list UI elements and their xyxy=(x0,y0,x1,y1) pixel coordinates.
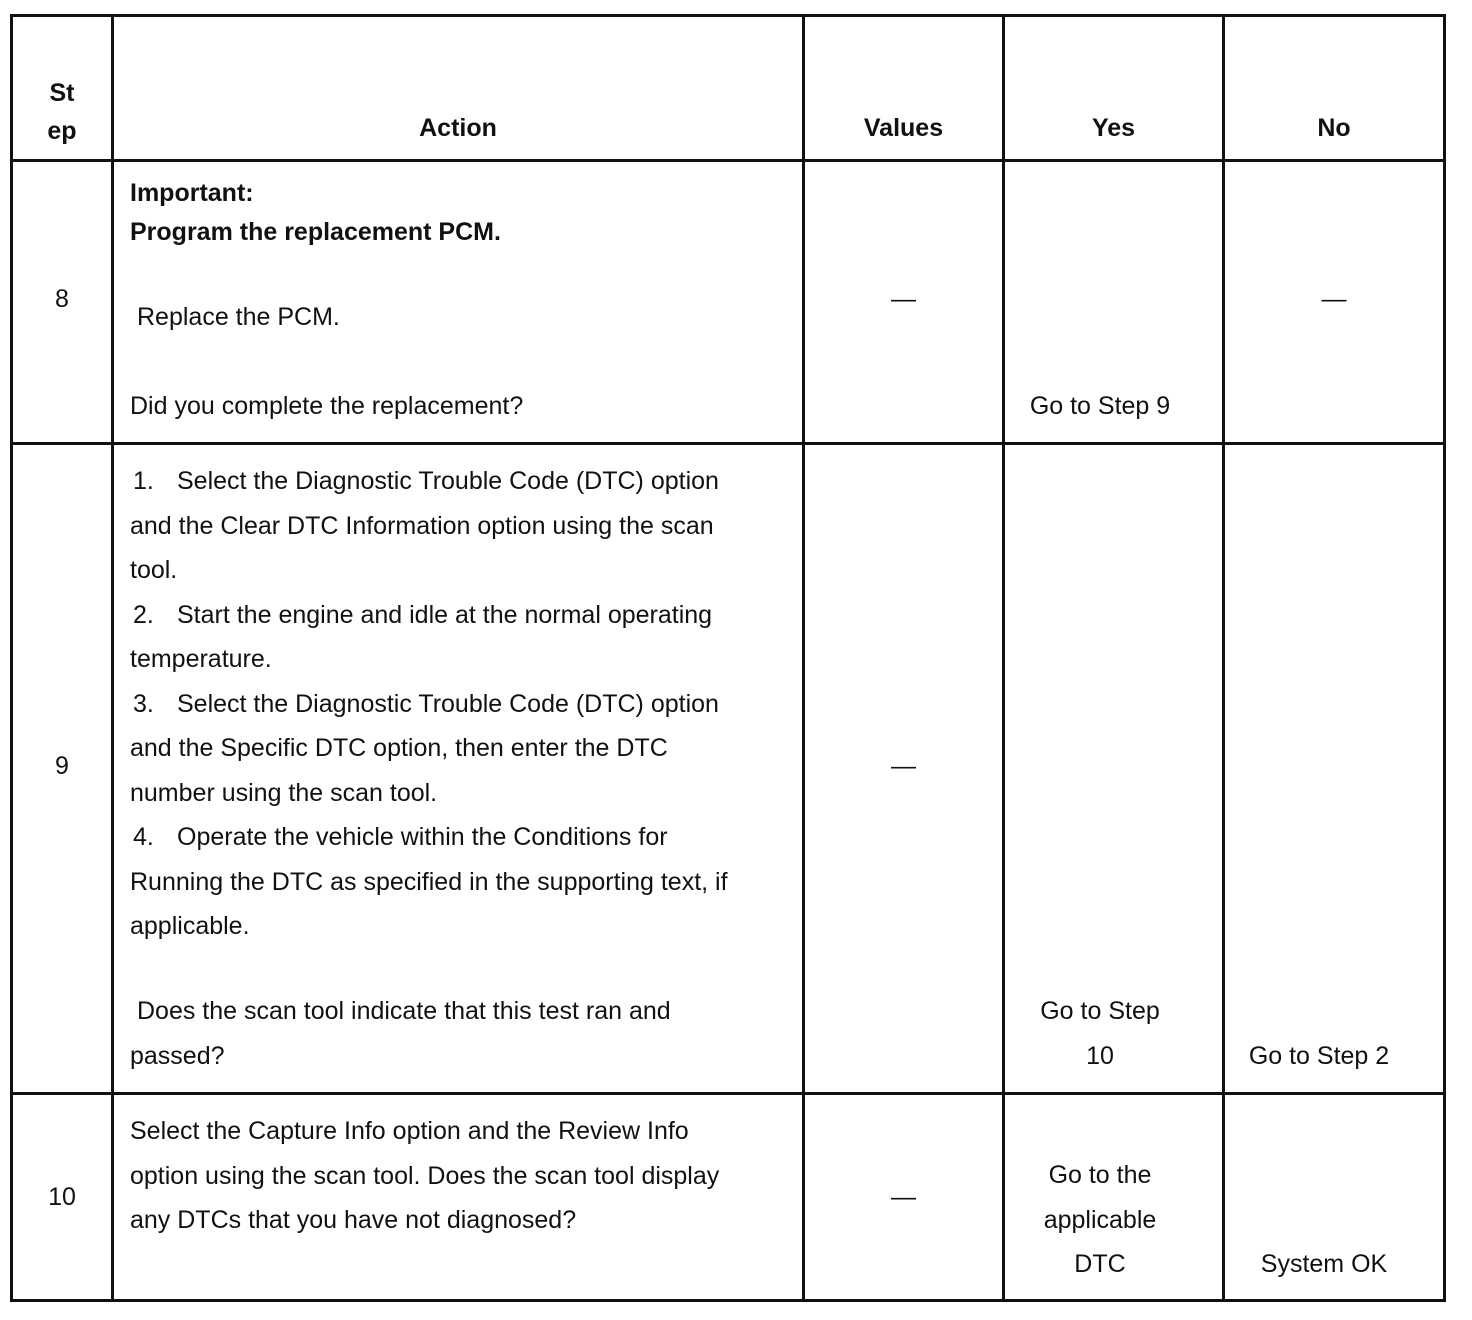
row-8-important-text: Program the replacement PCM. xyxy=(130,217,501,246)
row-8-action xyxy=(130,174,780,251)
diagnostic-table xyxy=(10,14,1446,1302)
row-9-step-item: 2. Start the engine and idle at the normal operating temperature. xyxy=(130,600,713,673)
row-9-step-item: 1. Select the Diagnostic Trouble Code (DTC) option and the Clear DTC Information option using the scan tool. xyxy=(130,467,719,584)
row-10-action: Select the Capture Info option and the Review Info option using the scan tool. Does the scan tool display any DTCs that you have not diagnosed? xyxy=(130,1117,720,1234)
header-no: No xyxy=(1317,114,1351,142)
row-8-yes: Go to Step 9 xyxy=(1029,392,1171,420)
row-9-no: Go to Step 2 xyxy=(1248,1042,1390,1070)
header-action: Action xyxy=(419,114,497,142)
border-right xyxy=(1443,14,1446,1302)
col-divider-step xyxy=(111,14,114,1302)
col-divider-values xyxy=(1002,14,1005,1302)
row-8-question: Did you complete the replacement? xyxy=(130,392,524,420)
row-9-yes: Go to Step 10 xyxy=(1040,997,1160,1070)
border-top xyxy=(10,14,1446,17)
row-9-question: Does the scan tool indicate that this test ran and passed? xyxy=(130,997,671,1070)
row-8-instruction: Replace the PCM. xyxy=(137,303,340,331)
row-9-values: — xyxy=(891,752,916,780)
header-yes: Yes xyxy=(1091,114,1136,142)
header-step-line1: St xyxy=(49,79,75,107)
col-divider-action xyxy=(802,14,805,1302)
row-10-values: — xyxy=(891,1183,916,1211)
row-8-important-label: Important: xyxy=(130,179,254,207)
header-step-line2: ep xyxy=(47,117,77,145)
row-divider-header xyxy=(10,159,1446,162)
row-9-steps-list xyxy=(130,459,750,949)
col-divider-yes xyxy=(1222,14,1225,1302)
border-bottom xyxy=(10,1299,1446,1302)
row-divider-9 xyxy=(10,1092,1446,1095)
row-divider-8 xyxy=(10,442,1446,445)
row-9-step: 9 xyxy=(55,752,69,780)
row-8-values: — xyxy=(891,285,916,313)
row-8-no: — xyxy=(1321,285,1347,313)
row-10-no: System OK xyxy=(1260,1250,1388,1278)
row-10-step: 10 xyxy=(48,1183,76,1211)
row-8-step: 8 xyxy=(55,285,69,313)
row-10-yes: Go to the applicable DTC xyxy=(1043,1161,1157,1278)
border-left xyxy=(10,14,13,1302)
row-9-step-item: 3. Select the Diagnostic Trouble Code (DTC) option and the Specific DTC option, then enter the DTC number using the scan tool. xyxy=(130,689,719,807)
header-step xyxy=(13,74,111,150)
row-9-step-item: 4. Operate the vehicle within the Conditions for Running the DTC as specified in the supporting text, if applicable. xyxy=(130,823,728,940)
header-values: Values xyxy=(863,114,944,142)
